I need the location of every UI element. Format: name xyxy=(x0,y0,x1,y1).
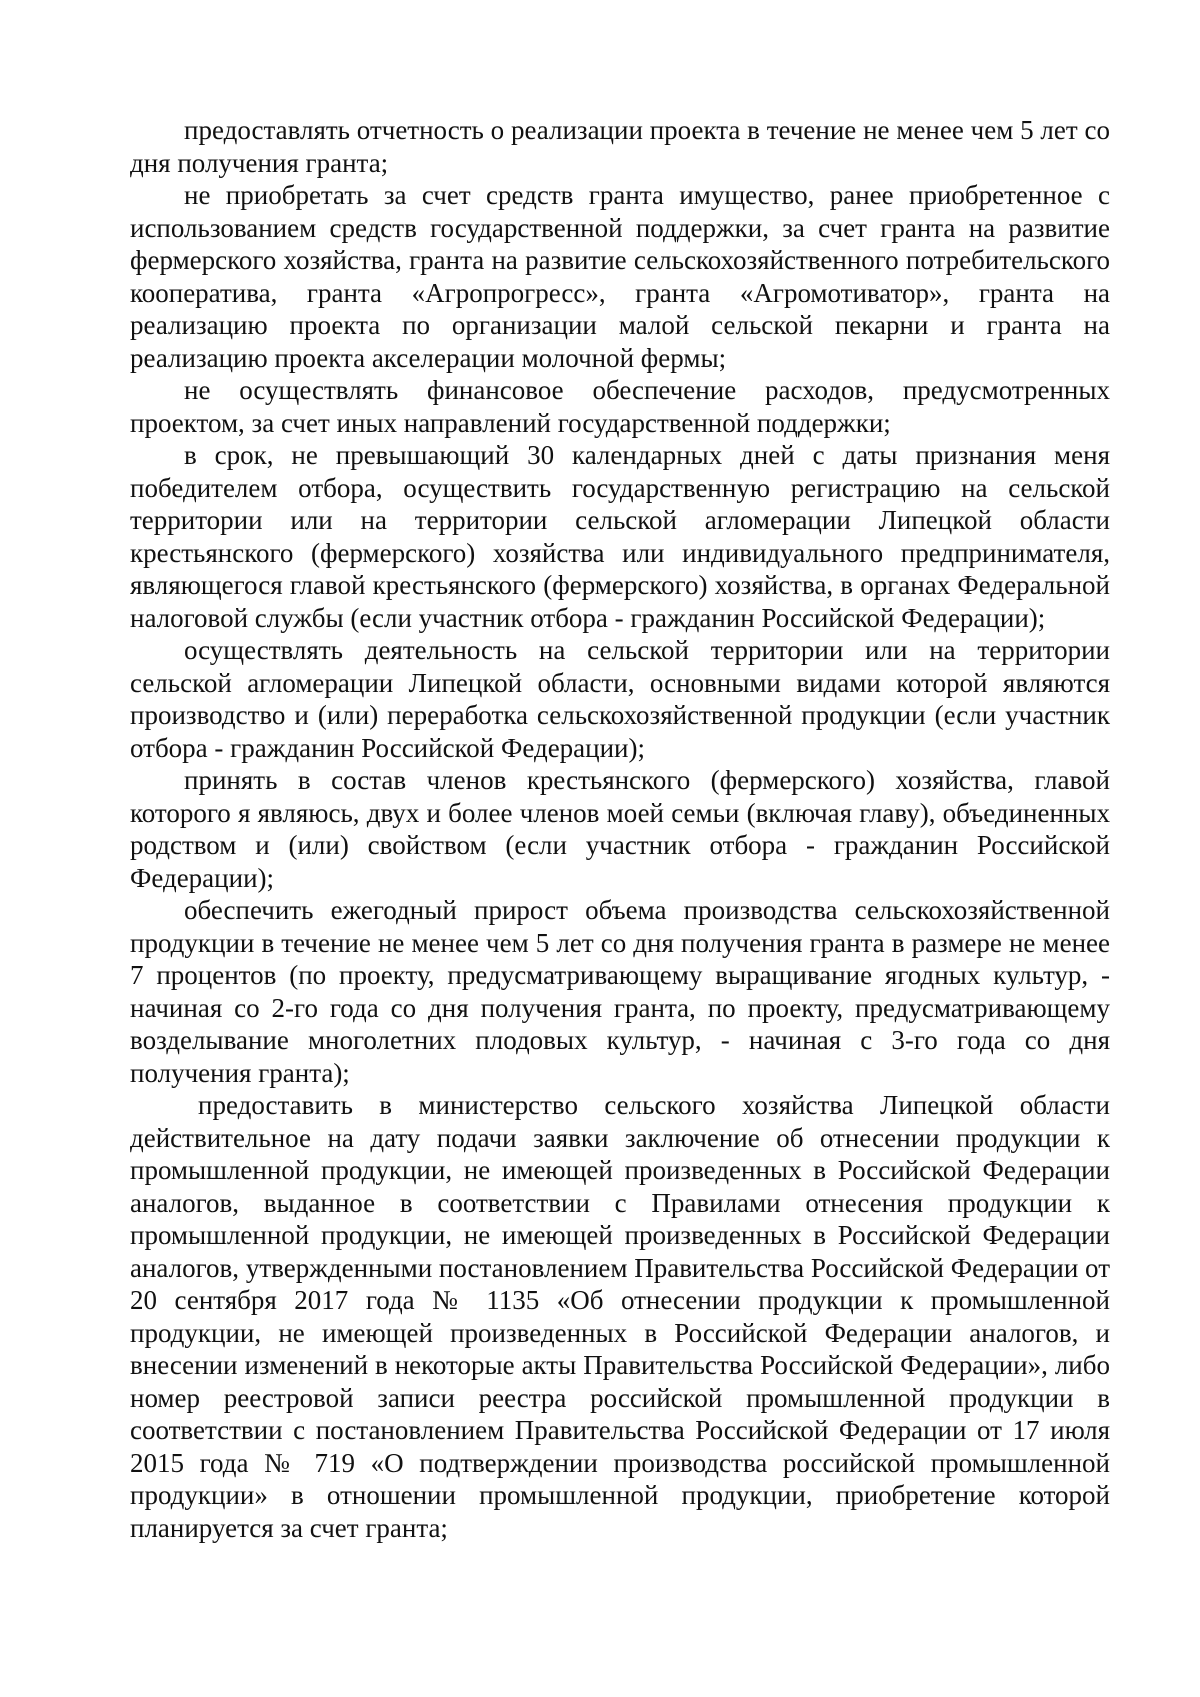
paragraph-reporting-obligation: предоставлять отчетность о реализации проекта в течение не менее чем 5 лет со дня получения гранта; xyxy=(130,115,1110,178)
paragraph-registration-obligation: в срок, не превышающий 30 календарных дней с даты признания меня победителем отбора, осуществить государственную регистрацию на сельской территории или на территории сельской агломерации Липецкой области крестьянского (фермерского) хозяйства или индивидуального предпринимателя, являющегося главой крестьянского (фермерского) хозяйства, в органах Федеральной налоговой службы (если участник отбора - гражданин Российской Федерации); xyxy=(130,440,1110,633)
paragraph-industrial-conclusion: предоставить в министерство сельского хозяйства Липецкой области действительное на дату подачи заявки заключение об отнесении продукции к промышленной продукции, не имеющей произведенных в Российской Федерации аналогов, выданное в соответствии с Правилами отнесения продукции к промышленной продукции, не имеющей произведенных в Российской Федерации аналогов, утвержденными постановлением Правительства Российской Федерации от 20 сентября 2017 года № 1135 «Об отнесении продукции к промышленной продукции, не имеющей произведенных в Российской Федерации аналогов, и внесении изменений в некоторые акты Правительства Российской Федерации», либо номер реестровой записи реестра российской промышленной продукции в соответствии с постановлением Правительства Российской Федерации от 17 июля 2015 года № 719 «О подтверждении производства российской промышленной продукции» в отношении промышленной продукции, приобретение которой планируется за счет гранта; xyxy=(130,1090,1110,1543)
paragraph-family-members: принять в состав членов крестьянского (фермерского) хозяйства, главой которого я являюсь, двух и более членов моей семьи (включая главу), объединенных родством и (или) свойством (если участник отбора - гражданин Российской Федерации); xyxy=(130,765,1110,893)
paragraph-production-growth: обеспечить ежегодный прирост объема производства сельскохозяйственной продукции в течение не менее чем 5 лет со дня получения гранта в размере не менее 7 процентов (по проекту, предусматривающему выращивание ягодных культур, - начиная со 2-го года со дня получения гранта, по проекту, предусматривающему возделывание многолетних плодовых культур, - начиная с 3-го года со дня получения гранта); xyxy=(130,895,1110,1088)
paragraph-property-restriction: не приобретать за счет средств гранта имущество, ранее приобретенное с использованием средств государственной поддержки, за счет гранта на развитие фермерского хозяйства, гранта на развитие сельскохозяйственного потребительского кооператива, гранта «Агропрогресс», гранта «Агромотиватор», гранта на реализацию проекта по организации малой сельской пекарни и гранта на реализацию проекта акселерации молочной фермы; xyxy=(130,180,1110,373)
paragraph-activity-obligation: осуществлять деятельность на сельской территории или на территории сельской агломерации Липецкой области, основными видами которой являются производство и (или) переработка сельскохозяйственной продукции (если участник отбора - гражданин Российской Федерации); xyxy=(130,635,1110,763)
paragraph-financing-restriction: не осуществлять финансовое обеспечение расходов, предусмотренных проектом, за счет иных направлений государственной поддержки; xyxy=(130,375,1110,438)
document-body xyxy=(130,114,1110,1544)
